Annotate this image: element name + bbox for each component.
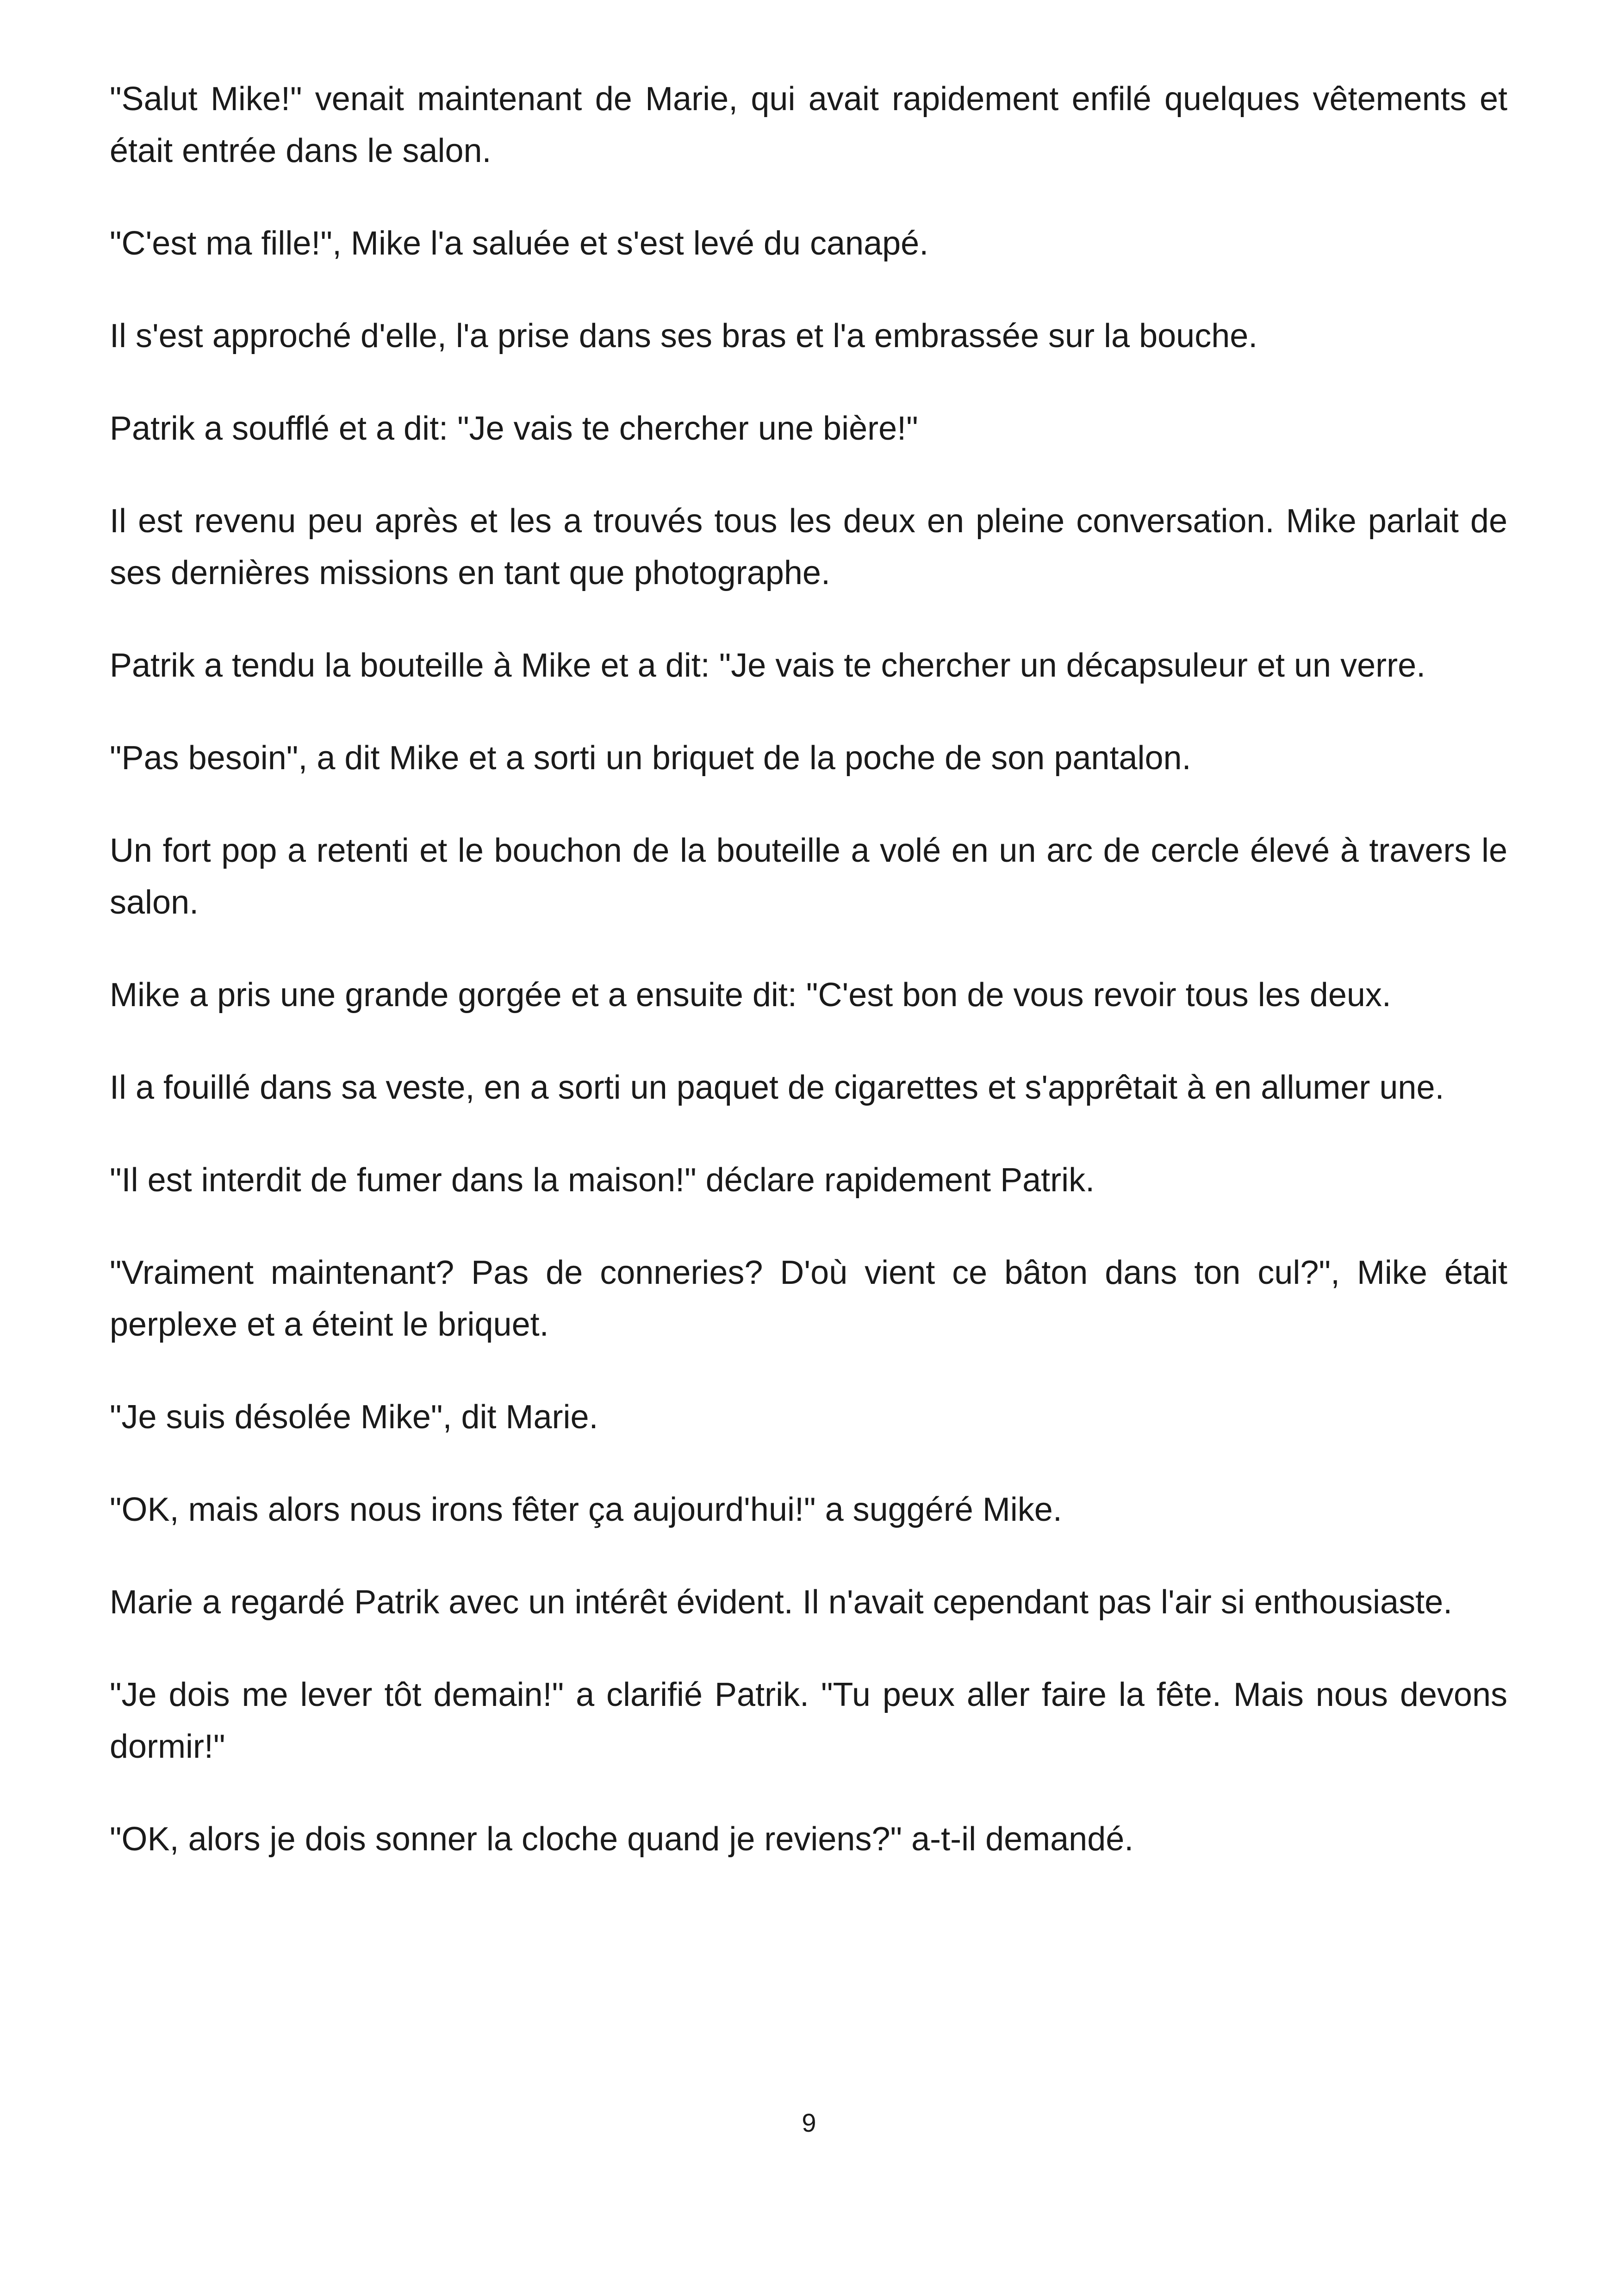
- paragraph: "Il est interdit de fumer dans la maison!" déclare rapidement Patrik.: [110, 1162, 1095, 1199]
- paragraph: Patrik a tendu la bouteille à Mike et a dit: "Je vais te chercher un décapsuleur et un verre.: [110, 647, 1426, 684]
- paragraph: Il s'est approché d'elle, l'a prise dans ses bras et l'a embrassée sur la bouche.: [110, 317, 1258, 355]
- paragraph: Mike a pris une grande gorgée et a ensuite dit: "C'est bon de vous revoir tous les deux.: [110, 977, 1391, 1014]
- paragraph: "Je dois me lever tôt demain!" a clarifié Patrik. "Tu peux aller faire la fête. Mais nous devons dormir!": [110, 1676, 1507, 1765]
- paragraph: "C'est ma fille!", Mike l'a saluée et s'est levé du canapé.: [110, 225, 929, 262]
- paragraph: "Pas besoin", a dit Mike et a sorti un briquet de la poche de son pantalon.: [110, 740, 1191, 777]
- paragraph: Patrik a soufflé et a dit: "Je vais te chercher une bière!": [110, 410, 918, 447]
- paragraph: Il a fouillé dans sa veste, en a sorti un paquet de cigarettes et s'apprêtait à en allumer une.: [110, 1069, 1444, 1106]
- paragraph: "Salut Mike!" venait maintenant de Marie, qui avait rapidement enfilé quelques vêtements et était entrée dans le salon.: [110, 81, 1507, 169]
- paragraph: Il est revenu peu après et les a trouvés tous les deux en pleine conversation. Mike parlait de ses dernières missions en tant que photographe.: [110, 503, 1507, 591]
- paragraph: Marie a regardé Patrik avec un intérêt évident. Il n'avait cependant pas l'air si enthousiaste.: [110, 1584, 1453, 1621]
- page-number: 9: [802, 2108, 816, 2137]
- paragraph: "OK, alors je dois sonner la cloche quand je reviens?" a-t-il demandé.: [110, 1821, 1134, 1858]
- paragraph: "Je suis désolée Mike", dit Marie.: [110, 1399, 598, 1436]
- paragraph: "Vraiment maintenant? Pas de conneries? D'où vient ce bâton dans ton cul?", Mike était perplexe et a éteint le briquet.: [110, 1254, 1507, 1343]
- paragraph: Un fort pop a retenti et le bouchon de la bouteille a volé en un arc de cercle élevé à travers le salon.: [110, 832, 1507, 921]
- body-text: [110, 73, 1507, 1906]
- paragraph: "OK, mais alors nous irons fêter ça aujourd'hui!" a suggéré Mike.: [110, 1491, 1062, 1528]
